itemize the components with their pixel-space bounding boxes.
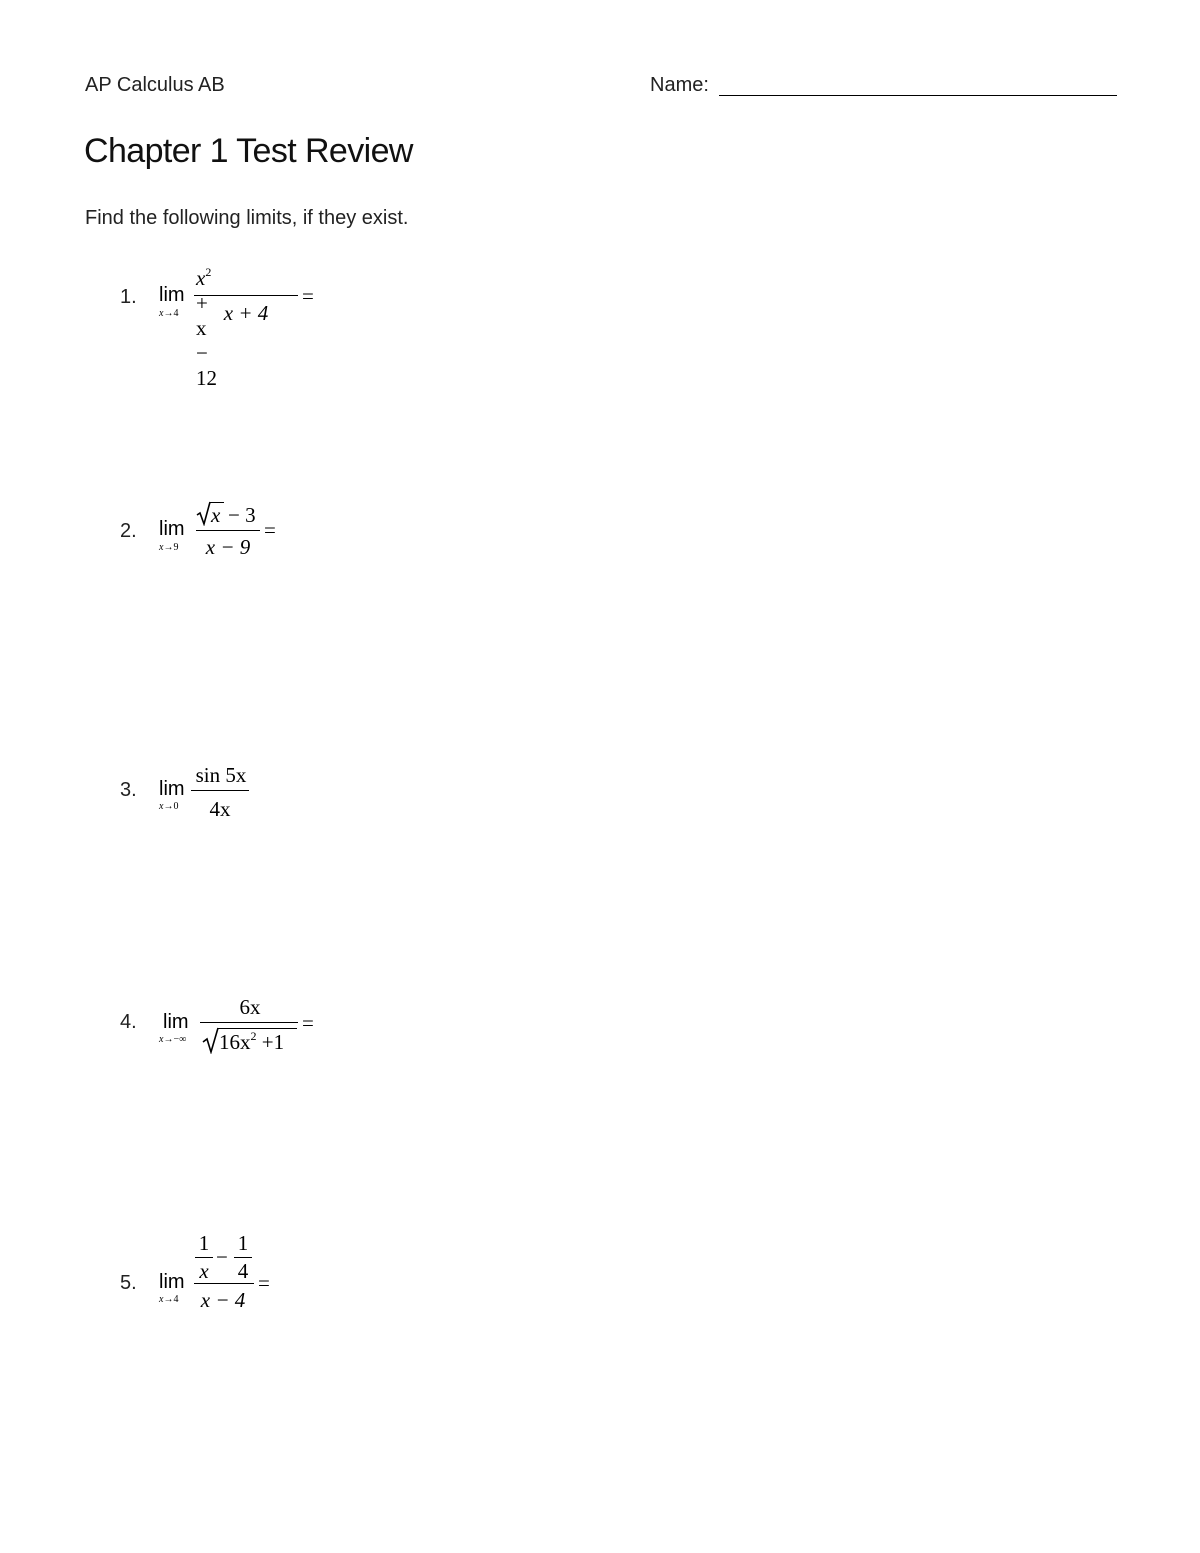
denominator: x − 9	[205, 535, 251, 559]
page-title: Chapter 1 Test Review	[84, 132, 413, 170]
denominator	[202, 1024, 302, 1054]
lim-subscript: x→−∞	[159, 1034, 187, 1045]
name-field-line[interactable]	[719, 95, 1117, 96]
numerator: 6x	[239, 995, 261, 1019]
inner-numerator-1: 1	[198, 1231, 210, 1255]
fraction-bar	[194, 1283, 254, 1284]
problem-number: 5.	[120, 1272, 137, 1294]
lim-operator: lim	[159, 1271, 185, 1293]
lim-subscript: x→4	[159, 308, 179, 319]
numerator: sin 5x	[195, 763, 247, 787]
problem-number: 3.	[120, 779, 137, 801]
denominator: x + 4	[223, 301, 269, 325]
fraction-bar	[191, 790, 249, 791]
problem-number: 2.	[120, 520, 137, 542]
fraction-bar	[196, 530, 260, 531]
denominator: x − 4	[200, 1288, 246, 1312]
lim-operator: lim	[159, 518, 185, 540]
problem-number: 1.	[120, 286, 137, 308]
equals-sign: =	[264, 518, 276, 542]
instructions: Find the following limits, if they exist.	[85, 207, 409, 229]
course-title: AP Calculus AB	[85, 74, 225, 96]
radical-bar	[218, 1028, 297, 1029]
inner-denominator-4: 4	[237, 1259, 249, 1283]
numerator-rest: − 3	[228, 503, 256, 527]
lim-subscript: x→4	[159, 1294, 179, 1305]
fraction-bar	[200, 1022, 298, 1023]
inner-fraction-bar-2	[234, 1257, 252, 1258]
lim-subscript: x→0	[159, 801, 179, 812]
fraction-bar	[194, 295, 298, 296]
lim-subscript: x→9	[159, 542, 179, 553]
problem-number: 4.	[120, 1011, 137, 1033]
denominator: 4x	[209, 797, 231, 821]
equals-sign: =	[302, 284, 314, 308]
lim-operator: lim	[159, 284, 185, 306]
lim-operator: lim	[163, 1011, 189, 1033]
inner-denominator-x: x	[199, 1259, 209, 1283]
numerator	[196, 500, 266, 526]
numerator: $x^2 + x - 12$	[196, 265, 217, 390]
radicand-x: x	[211, 503, 221, 527]
inner-numerator-2: 1	[237, 1231, 249, 1255]
equals-sign: =	[258, 1271, 270, 1295]
minus-sign: −	[216, 1245, 228, 1269]
lim-operator: lim	[159, 778, 185, 800]
name-label: Name:	[650, 74, 709, 96]
inner-fraction-bar-1	[195, 1257, 213, 1258]
radical-sign	[196, 500, 212, 526]
radicand: $16x^2 +1$	[219, 1029, 285, 1054]
equals-sign: =	[302, 1011, 314, 1035]
